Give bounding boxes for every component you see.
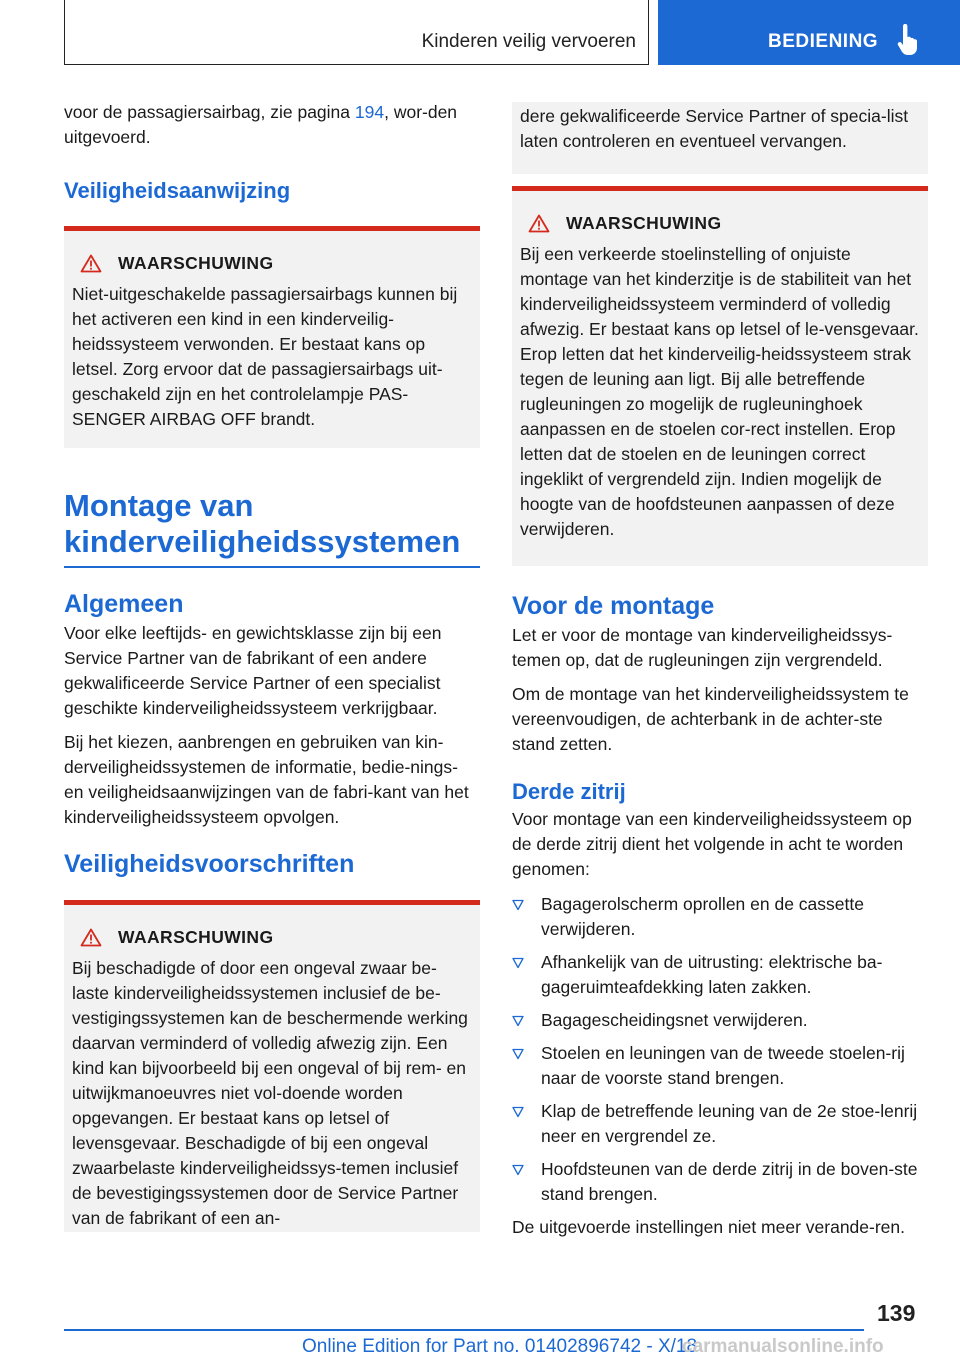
heading-third-row: Derde zitrij bbox=[512, 779, 626, 804]
general-paragraph-1: Voor elke leeftijds- en gewichtsklasse zijn bij een Service Partner van de fabrikant of een andere gekwalificeerde Service Partner of een specialist geschikte kinderveiligheidssysteem verkrijgbaar. bbox=[64, 622, 442, 718]
list-item: Afhankelijk van de uitrusting: elektrische ba-gageruimteafdekking laten zakken. bbox=[512, 950, 928, 1000]
before-paragraph-2: Om de montage van het kinderveiligheidssystem te vereenvoudigen, de achterbank in de achter-ste stand zetten. bbox=[512, 684, 909, 754]
heading-before-mounting: Voor de montage bbox=[512, 592, 715, 620]
third-row-paragraph: Voor montage van een kinderveiligheidssysteem op de derde zitrij dient het volgende in acht te worden genomen: bbox=[512, 809, 912, 879]
list-item: Bagagerolscherm oprollen en de cassette verwijderen. bbox=[512, 892, 928, 942]
list-item: Stoelen en leuningen van de tweede stoelen-rij naar de voorste stand brengen. bbox=[512, 1041, 928, 1091]
warning-box-airbag bbox=[64, 226, 480, 448]
warning-triangle-icon bbox=[80, 254, 102, 273]
footer-rule bbox=[64, 1329, 864, 1331]
warning-header bbox=[80, 253, 472, 274]
heading-safety-note: Veiligheidsaanwijzing bbox=[64, 178, 291, 203]
header-section-title: Kinderen veilig vervoeren bbox=[421, 31, 636, 52]
triangle-bullet-icon bbox=[512, 1015, 524, 1027]
warning-triangle-icon bbox=[528, 214, 550, 233]
triangle-bullet-icon bbox=[512, 1106, 524, 1118]
header-chapter-tab[interactable] bbox=[658, 0, 960, 65]
triangle-bullet-icon bbox=[512, 899, 524, 911]
header-chapter-label: BEDIENING bbox=[768, 31, 879, 52]
list-item: Bagagescheidingsnet verwijderen. bbox=[512, 1008, 928, 1033]
list-item: Klap de betreffende leuning van de 2e stoe-lenrij neer en vergrendel ze. bbox=[512, 1099, 928, 1149]
triangle-bullet-icon bbox=[512, 1164, 524, 1176]
warning-title: WAARSCHUWING bbox=[566, 213, 722, 233]
intro-paragraph: voor de passagiersairbag, zie pagina 194, wor-den uitgevoerd. bbox=[64, 102, 458, 147]
warning-box-damaged bbox=[64, 900, 480, 1232]
heading-general: Algemeen bbox=[64, 589, 184, 618]
steps-list bbox=[512, 892, 928, 1207]
page-reference-link[interactable]: 194 bbox=[354, 102, 385, 122]
warning-text: Bij beschadigde of door een ongeval zwaar be-laste kinderveiligheidssystemen inclusief de be-vestigingssystemen kan de beschermende werking daarvan verminderd of volledig afwezig zijn. Een kind kan bijvoorbeeld bij een ongeval of bij rem- en uitwijkmanoeuvres niet vol-doende worden opgevangen. Er bestaat kans op letsel of levensgevaar. Beschadigde of bij een ongeval zwaarbelaste kinderveiligheidssys-temen inclusief de bevestigingssystemen door de Service Partner van de fabrikant of een an- bbox=[72, 957, 468, 1228]
triangle-bullet-icon bbox=[512, 957, 524, 969]
heading-main: Montage van kinderveiligheidssystemen bbox=[64, 488, 461, 559]
warning-continuation-text: dere gekwalificeerde Service Partner of specia-list laten controleren en eventueel vervangen. bbox=[520, 106, 909, 151]
warning-header bbox=[80, 927, 472, 948]
warning-title: WAARSCHUWING bbox=[118, 926, 274, 947]
page-number: 139 bbox=[877, 1300, 916, 1326]
triangle-bullet-icon bbox=[512, 1048, 524, 1060]
heading-main-rule bbox=[64, 566, 480, 568]
warning-box-seat-setting bbox=[512, 186, 928, 566]
general-paragraph-2: Bij het kiezen, aanbrengen en gebruiken van kin-derveiligheidssystemen de informatie, bedie-nings- en veiligheidsaanwijzingen van de fabri-kant van het kinderveiligheidssysteem opvolgen. bbox=[64, 731, 469, 827]
warning-title: WAARSCHUWING bbox=[118, 253, 274, 273]
watermark[interactable]: carmanualsonline.info bbox=[682, 1336, 884, 1357]
footer-edition: Online Edition for Part no. 01402896742 - X/18 bbox=[302, 1336, 698, 1357]
left-column bbox=[64, 100, 480, 1232]
pointing-hand-icon bbox=[896, 24, 922, 56]
warning-header bbox=[528, 213, 920, 234]
heading-safety-rules: Veiligheidsvoorschriften bbox=[64, 849, 355, 878]
warning-continuation-box bbox=[512, 102, 928, 174]
warning-text: Niet-uitgeschakelde passagiersairbags kunnen bij het activeren een kind in een kinderveilig-heidssysteem verwonden. Er bestaat kans op letsel. Zorg ervoor dat de passagiersairbags uit-geschakeld zijn en het controlelampje PAS-SENGER AIRBAG OFF brandt. bbox=[72, 284, 458, 429]
warning-text: Bij een verkeerde stoelinstelling of onjuiste montage van het kinderzitje is de stabiliteit van het kinderveiligheidssysteem verminderd of volledig afwezig. Er bestaat kans op letsel of le-vensgevaar. Erop letten dat het kinderveilig-heidssysteem strak tegen de leuning aan ligt. Bij alle betreffende rugleuningen zo mogelijk de rugleuninghoek aanpassen en de stoelen cor-rect instellen. Erop letten dat de stoelen en de leuningen correct ingeklikt of vergrendeld zijn. Indien mogelijk de hoogte van de hoofdsteunen aanpassen of deze verwijderen. bbox=[520, 244, 919, 539]
before-paragraph-1: Let er voor de montage van kinderveiligheidssys-temen op, dat de rugleuningen zijn vergrendeld. bbox=[512, 625, 893, 670]
closing-paragraph: De uitgevoerde instellingen niet meer verande-ren. bbox=[512, 1217, 906, 1237]
header-section-box bbox=[64, 0, 649, 65]
list-item: Hoofdsteunen van de derde zitrij in de boven-ste stand brengen. bbox=[512, 1157, 928, 1207]
warning-triangle-icon bbox=[80, 928, 102, 947]
right-column bbox=[512, 102, 928, 1240]
